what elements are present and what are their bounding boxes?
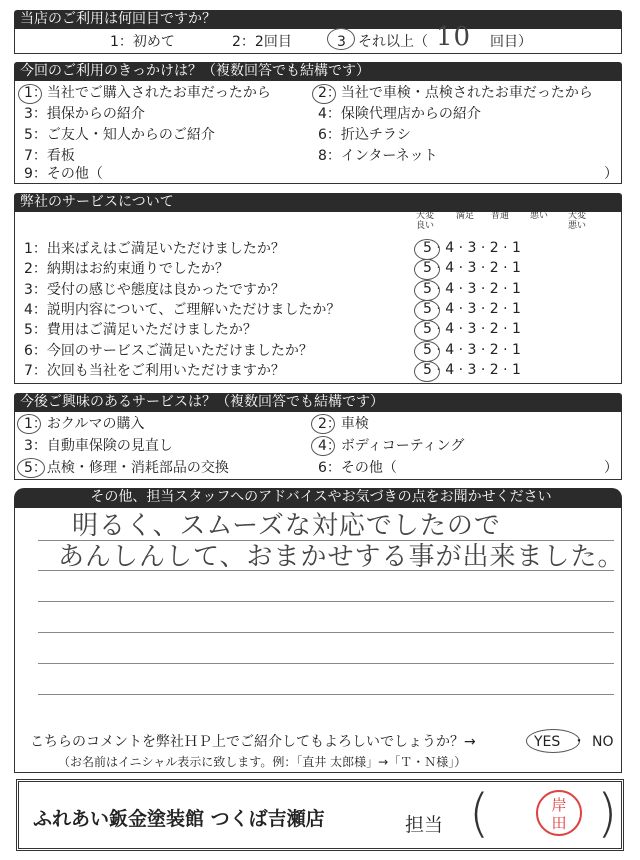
service-scale-3: 5 · 4 · 3 · 2 · 1 <box>423 280 521 297</box>
service-question-4: 4：説明内容について、ご理解いただけましたか？ <box>24 301 341 318</box>
service-answer-circle-4 <box>414 300 440 321</box>
trigger-item-7: 7：看板 <box>24 148 75 164</box>
comment-handwritten-line-2: あんしんして、おまかせする事が出来ました。 <box>58 542 625 572</box>
publish-yes: YES <box>534 734 561 750</box>
visit-option-second: 2：2回目 <box>232 34 292 50</box>
service-answer-circle-6 <box>414 341 440 362</box>
trigger-item-4: 4：保険代理店からの紹介 <box>318 106 481 122</box>
trigger-header: 今回のご利用のきっかけは？（複数回答でも結構です） <box>14 62 622 81</box>
service-col-satisfied: 満足 <box>456 211 475 221</box>
trigger-item-9: 9：その他（ <box>24 166 103 182</box>
service-scale-2: 5 · 4 · 3 · 2 · 1 <box>423 260 521 277</box>
service-col-very-good: 大変 良い <box>416 211 435 231</box>
interest-header: 今後ご興味のあるサービスは？（複数回答でも結構です） <box>14 393 622 412</box>
publish-permission-question: こちらのコメントを弊社ＨＰ上でご紹介してもよろしいでしょうか？→ <box>30 734 476 750</box>
shop-name: ふれあい鈑金塗装館 つくば吉瀬店 <box>33 808 325 830</box>
trigger-item-2: 2：当社で車検・点検されたお車だったから <box>318 85 593 101</box>
comments-header: その他、担当スタッフへのアドバイスやお気づきの点をお聞かせください <box>14 488 622 508</box>
interest-item-6: 6：その他（ <box>318 460 397 476</box>
interest-item-6-close: ） <box>604 460 618 476</box>
footer-box <box>16 779 624 851</box>
visit-count-suffix: 回目） <box>490 34 532 50</box>
initials-note: （お名前はイニシャル表示に致します。例：「直井 太郎様」→「Ｔ・Ｎ様」） <box>58 755 467 769</box>
staff-label: 担当 <box>405 814 444 836</box>
service-answer-circle-3 <box>414 280 440 301</box>
service-question-5: 5：費用はご満足いただけましたか？ <box>24 322 257 339</box>
staff-open-paren: ( <box>469 784 490 844</box>
service-question-7: 7：次回も当社をご利用いただけますか？ <box>24 362 285 379</box>
comment-line-5 <box>38 663 614 664</box>
interest-item-1: 1：おクルマの購入 <box>24 416 145 432</box>
visit-option-third-text: それ以上（ <box>358 34 428 50</box>
trigger-item-5: 5：ご友人・知人からのご紹介 <box>24 127 215 143</box>
service-question-2: 2：納期はお約束通りでしたか？ <box>24 261 229 278</box>
visit-option-third-number: 3 <box>337 34 346 50</box>
service-answer-circle-1 <box>414 239 440 260</box>
service-col-bad: 悪い <box>530 211 549 221</box>
comment-line-4 <box>38 632 614 633</box>
service-scale-6: 5 · 4 · 3 · 2 · 1 <box>423 341 521 358</box>
service-header: 弊社のサービスについて <box>14 193 622 212</box>
staff-close-paren: ) <box>597 784 618 844</box>
visits-header: 当店のご利用は何回目ですか？ <box>14 10 622 29</box>
trigger-item-9-close: ） <box>604 166 618 182</box>
trigger-item-6: 6：折込チラシ <box>318 127 411 143</box>
staff-name-stamp <box>536 790 582 836</box>
service-scale-1: 5 · 4 · 3 · 2 · 1 <box>423 240 521 256</box>
interest-item-2: 2：車検 <box>318 416 369 432</box>
trigger-item-3: 3：損保からの紹介 <box>24 106 145 122</box>
publish-no: NO <box>592 734 614 750</box>
comment-line-3 <box>38 601 614 602</box>
comment-line-6 <box>38 694 614 695</box>
service-scale-5: 5 · 4 · 3 · 2 · 1 <box>423 321 521 338</box>
interest-item-3: 3：自動車保険の見直し <box>24 438 173 454</box>
interest-item-4: 4：ボディコーティング <box>318 438 465 454</box>
comment-handwritten-line-1: 明るく、スムーズな対応でしたので <box>72 511 501 541</box>
trigger-item-1: 1：当社でご購入されたお車だったから <box>24 85 271 101</box>
service-question-6: 6：今回のサービスご満足いただけましたか？ <box>24 342 313 359</box>
service-col-average: 普通 <box>491 211 510 221</box>
service-answer-circle-7 <box>414 361 440 382</box>
service-scale-7: 5 · 4 · 3 · 2 · 1 <box>423 361 521 378</box>
service-col-very-bad: 大変 悪い <box>568 211 587 231</box>
trigger-item-8: 8：インターネット <box>318 148 438 164</box>
visit-count-handwritten: 10 <box>436 22 472 52</box>
publish-separator: ・ <box>572 734 586 750</box>
service-question-3: 3：受付の感じや態度は良かったですか？ <box>24 281 285 298</box>
service-scale-4: 5 · 4 · 3 · 2 · 1 <box>423 300 521 317</box>
visit-option-first: 1：初めて <box>110 34 175 50</box>
interest-item-5: 5：点検・修理・消耗部品の交換 <box>24 460 229 476</box>
stamp-char-1: 岸 <box>551 796 567 814</box>
service-question-1: 1：出来ばえはご満足いただけましたか？ <box>24 241 285 257</box>
stamp-char-2: 田 <box>551 814 567 832</box>
